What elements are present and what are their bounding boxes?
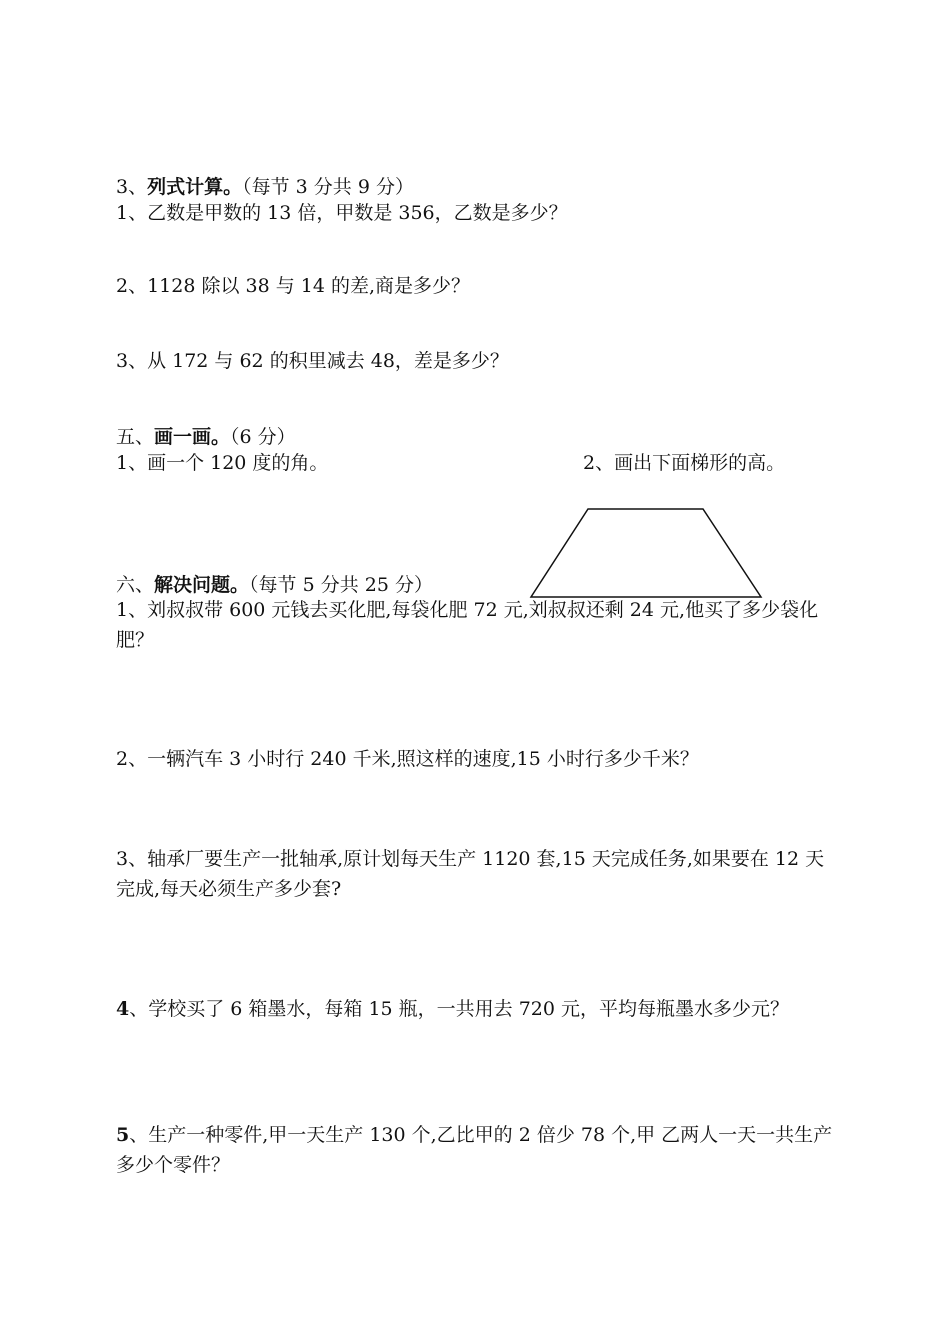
section-3-prefix: 3、 [116, 176, 148, 198]
section-6-question-5-text: 、生产一种零件,甲一天生产 130 个,乙比甲的 2 倍少 78 个,甲 乙两人一天一共生产多少个零件？ [116, 1124, 833, 1176]
section-5-heading [116, 424, 296, 450]
trapezoid-figure [528, 505, 768, 601]
section-5-prefix: 五、 [116, 426, 155, 448]
section-6-question-4-number: 4 [116, 998, 130, 1020]
section-5-question-2: 2、画出下面梯形的高。 [583, 452, 786, 474]
section-6-title: 解决问题。 [154, 574, 250, 596]
section-6-prefix: 六、 [116, 574, 155, 596]
section-3-question-2: 2、1128 除以 38 与 14 的差,商是多少？ [116, 275, 471, 297]
section-6-question-5-number: 5 [116, 1124, 130, 1146]
section-6-question-3: 3、轴承厂要生产一批轴承,原计划每天生产 1120 套,15 天完成任务,如果要在 12 天完成,每天必须生产多少套? [116, 848, 825, 900]
section-3-heading [116, 174, 414, 200]
section-6-question-4 [116, 996, 789, 1022]
section-3-title: 列式计算。 [147, 176, 243, 198]
trapezoid-shape [531, 509, 761, 597]
section-6-question-4-text: 、学校买了 6 箱墨水，每箱 15 瓶，一共用去 720 元，平均每瓶墨水多少元？ [129, 998, 790, 1020]
section-5-title: 画一画。 [154, 426, 231, 448]
section-6-note: （每节 5 分共 25 分） [249, 574, 433, 596]
section-3-question-3: 3、从 172 与 62 的积里减去 48，差是多少？ [116, 350, 509, 372]
section-6-question-1: 1、刘叔叔带 600 元钱去买化肥,每袋化肥 72 元,刘叔叔还剩 24 元,他买了多少袋化肥？ [116, 599, 819, 651]
section-6-question-5 [116, 1120, 838, 1180]
section-3-note: （每节 3 分共 9 分） [242, 176, 414, 198]
section-5-question-1: 1、画一个 120 度的角。 [116, 452, 329, 474]
section-3-question-1: 1、乙数是甲数的 13 倍，甲数是 356，乙数是多少？ [116, 202, 568, 224]
section-5-note: （6 分） [230, 426, 296, 448]
section-6-question-2: 2、一辆汽车 3 小时行 240 千米,照这样的速度,15 小时行多少千米？ [116, 748, 699, 770]
